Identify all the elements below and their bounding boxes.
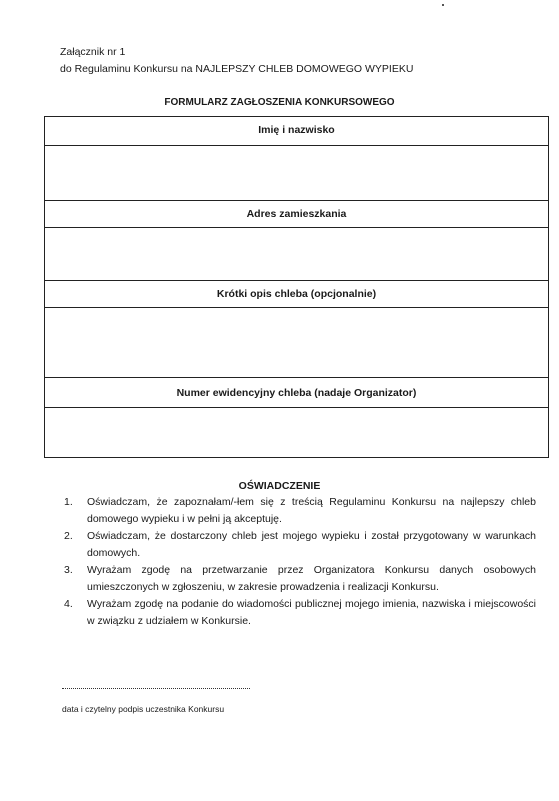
attachment-number: Załącznik nr 1 [60, 46, 126, 58]
document-header [60, 44, 413, 78]
declaration-item [64, 528, 536, 562]
declaration-item-text: Oświadczam, że zapoznałam/-łem się z treścią Regulaminu Konkursu na najlepszy chleb domowego wypieku i w pełni ją akceptuję. [87, 496, 536, 525]
form-title: FORMULARZ ZAGŁOSZENIA KONKURSOWEGO [164, 97, 395, 108]
entry-form-table [44, 116, 549, 458]
declaration-item [64, 596, 536, 630]
declaration-item-number: 3. [64, 564, 73, 576]
divider [45, 377, 548, 378]
declaration-item-text: Oświadczam, że dostarczony chleb jest mojego wypieku i został przygotowany w warunkach domowych. [87, 530, 536, 559]
description-field[interactable] [45, 308, 548, 377]
field-label-bread-number: Numer ewidencyjny chleba (nadaje Organizator) [176, 387, 417, 399]
declaration-title: OŚWIADCZENIE [238, 480, 321, 492]
declaration-item-number: 2. [64, 530, 73, 542]
signature-caption: data i czytelny podpis uczestnika Konkursu [62, 704, 225, 714]
declaration-list [64, 494, 536, 630]
attachment-reference: do Regulaminu Konkursu na NAJLEPSZY CHLEB DOMOWEGO WYPIEKU [60, 63, 414, 75]
bread-number-field[interactable] [45, 408, 548, 457]
scan-speck [442, 4, 444, 6]
divider [45, 280, 548, 281]
declaration-item-text: Wyrażam zgodę na przetwarzanie przez Organizatora Konkursu danych osobowych umieszczonych w zgłoszeniu, w zakresie prowadzenia i realizacji Konkursu. [87, 564, 536, 593]
declaration-item-number: 1. [64, 496, 73, 508]
name-field[interactable] [45, 146, 548, 200]
signature-line[interactable] [62, 688, 250, 689]
declaration-item [64, 562, 536, 596]
field-label-name: Imię i nazwisko [258, 124, 335, 136]
address-field[interactable] [45, 228, 548, 280]
declaration-item [64, 494, 536, 528]
field-label-description: Krótki opis chleba (opcjonalnie) [216, 288, 377, 300]
field-label-address: Adres zamieszkania [246, 208, 347, 220]
divider [45, 200, 548, 201]
declaration-item-text: Wyrażam zgodę na podanie do wiadomości publicznej mojego imienia, nazwiska i miejscowości w związku z udziałem w Konkursie. [87, 598, 536, 627]
declaration-item-number: 4. [64, 598, 73, 610]
